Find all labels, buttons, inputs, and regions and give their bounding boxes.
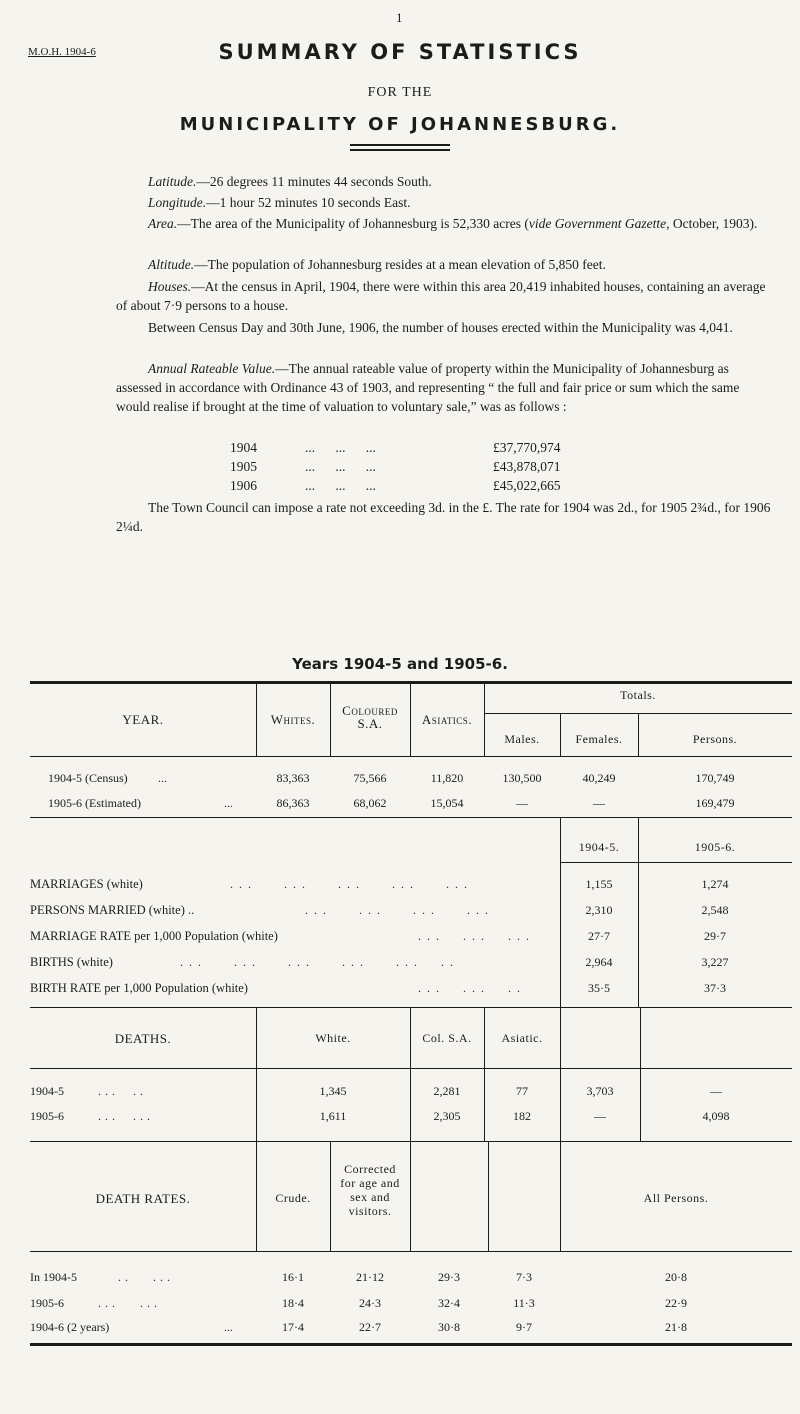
cell-total-1904-5: 3,703 <box>586 1084 614 1098</box>
row-label: 1904-6 (2 years) <box>30 1320 110 1334</box>
row-label: 1905-6 <box>30 1109 64 1123</box>
valuation-dots: ... ... ... <box>305 440 376 455</box>
row-leader: ... <box>224 796 233 810</box>
cell-col3: 30·8 <box>438 1320 460 1334</box>
altitude-label: Altitude. <box>148 257 195 272</box>
header-totals: Totals. <box>620 688 656 702</box>
table-col-line <box>330 1141 331 1251</box>
cell-corrected: 22·7 <box>359 1320 381 1334</box>
area-vide: vide Government Gazette, <box>528 216 670 231</box>
cell-total-1905-6: 4,098 <box>702 1109 730 1123</box>
row-leader: ... ... .. <box>418 981 526 995</box>
between-paragraph: Between Census Day and 30th June, 1906, the number of houses erected within the Municipality was 4,041. <box>148 320 733 335</box>
cell-whites: 86,363 <box>276 796 310 810</box>
row-label: In 1904-5 <box>30 1270 77 1284</box>
header-asiatic: Asiatic. <box>501 1031 543 1045</box>
header-death-rates: DEATH RATES. <box>95 1191 191 1206</box>
cell-1905-6: 29·7 <box>704 929 726 943</box>
cell-1905-6: 1,274 <box>701 877 729 891</box>
table-rule <box>30 756 792 757</box>
cell-col3: 32·4 <box>438 1296 460 1310</box>
cell-1905-6: 37·3 <box>704 981 726 995</box>
row-leader: ... .. <box>98 1084 147 1098</box>
cell-coloured: 75,566 <box>353 771 387 785</box>
row-label: BIRTHS (white) <box>30 955 113 969</box>
header-all-persons: All Persons. <box>643 1191 709 1205</box>
row-leader: ... <box>224 1320 233 1334</box>
header-year: YEAR. <box>122 712 164 727</box>
page-number: 1 <box>396 10 403 25</box>
cell-col4: 7·3 <box>516 1270 532 1284</box>
cell-persons: 169,479 <box>695 796 735 810</box>
header-deaths: DEATHS. <box>114 1031 172 1046</box>
table-rule <box>30 817 792 818</box>
cell-col3: 29·3 <box>438 1270 460 1284</box>
cell-males: 130,500 <box>502 771 542 785</box>
valuation-year: 1904 <box>230 440 257 455</box>
row-label: 1905-6 <box>30 1296 64 1310</box>
cell-asiatics: 11,820 <box>430 771 464 785</box>
row-label: MARRIAGE RATE per 1,000 Population (white) <box>30 929 278 943</box>
longitude-label: Longitude. <box>148 195 207 210</box>
cell-males: — <box>516 796 528 810</box>
valuation-value: £45,022,665 <box>493 478 561 493</box>
table-rule <box>560 862 792 863</box>
cell-1905-6: 3,227 <box>701 955 729 969</box>
header-females: Females. <box>575 732 623 746</box>
row-label: PERSONS MARRIED (white) .. <box>30 903 195 917</box>
table-rule <box>30 1141 792 1142</box>
cell-all-persons: 21·8 <box>665 1320 687 1334</box>
cell-all-persons: 22·9 <box>665 1296 687 1310</box>
row-label: 1905-6 (Estimated) <box>48 796 141 810</box>
table-col-line <box>488 1141 489 1251</box>
header-col-sa: Col. S.A. <box>422 1031 472 1045</box>
table-bottom-rule <box>30 1343 792 1346</box>
area-paragraph <box>116 214 771 233</box>
cell-col-sa: 2,305 <box>433 1109 461 1123</box>
valuation-dots: ... ... ... <box>305 459 376 474</box>
valuation-year: 1905 <box>230 459 257 474</box>
row-leader: ... ... ... ... <box>305 903 494 917</box>
header-1905-6: 1905-6. <box>694 840 736 854</box>
valuation-value: £43,878,071 <box>493 459 561 474</box>
table-rule <box>30 1007 792 1008</box>
latitude-label: Latitude. <box>148 174 197 189</box>
cell-asiatic: 182 <box>513 1109 531 1123</box>
rateable-paragraph <box>116 359 771 416</box>
cell-1904-5: 2,964 <box>585 955 613 969</box>
row-leader: ... <box>158 771 167 785</box>
totals-rule <box>484 713 792 714</box>
longitude-text: —1 hour 52 minutes 10 seconds East. <box>206 195 411 210</box>
header-persons: Persons. <box>692 732 738 746</box>
row-label: BIRTH RATE per 1,000 Population (white) <box>30 981 248 995</box>
houses-paragraph <box>116 277 771 315</box>
cell-whites: 83,363 <box>276 771 310 785</box>
title-for-the: FOR THE <box>367 85 433 100</box>
houses-label: Houses. <box>148 279 192 294</box>
header-1904-5: 1904-5. <box>578 840 620 854</box>
row-leader: ... ... <box>98 1296 161 1310</box>
cell-corrected: 21·12 <box>356 1270 384 1284</box>
header-males: Males. <box>504 732 540 746</box>
cell-1904-5: 2,310 <box>585 903 613 917</box>
valuation-dots: ... ... ... <box>305 478 376 493</box>
cell-females: — <box>593 796 605 810</box>
valuation-year: 1906 <box>230 478 257 493</box>
header-whites: Whites. <box>270 712 316 727</box>
row-leader: ... ... ... <box>418 929 535 943</box>
header-white: White. <box>315 1031 351 1045</box>
title-municipality: MUNICIPALITY OF JOHANNESBURG. <box>179 114 621 135</box>
area-end: October, 1903). <box>669 216 758 231</box>
row-leader: ... ... ... ... ... <box>230 877 473 891</box>
cell-col4: 11·3 <box>513 1296 535 1310</box>
cell-1904-5: 1,155 <box>585 877 613 891</box>
cell-col-sa: 2,281 <box>433 1084 461 1098</box>
row-label: MARRIAGES (white) <box>30 877 143 891</box>
header-crude: Crude. <box>275 1191 311 1205</box>
title-rule-top <box>350 144 450 146</box>
cell-white: 1,611 <box>319 1109 347 1123</box>
cell-white: 1,345 <box>319 1084 347 1098</box>
cell-asiatic: 77 <box>516 1084 528 1098</box>
latitude-paragraph <box>116 172 771 191</box>
cell-all-persons: 20·8 <box>665 1270 687 1284</box>
cell-corrected: 24·3 <box>359 1296 381 1310</box>
altitude-paragraph <box>116 255 771 274</box>
cell-col4: 9·7 <box>516 1320 532 1334</box>
table-col-line <box>410 1141 411 1251</box>
table-rule <box>30 1068 792 1069</box>
cell-total-1905-6: — <box>710 1084 722 1098</box>
row-label: 1904-5 (Census) <box>48 771 128 785</box>
area-text: —The area of the Municipality of Johannesburg is 52,330 acres ( <box>177 216 529 231</box>
houses-text: —At the census in April, 1904, there were within this area 20,419 inhabited houses, containing an average of about 7·9 persons to a house. <box>116 279 766 313</box>
valuation-value: £37,770,974 <box>493 440 561 455</box>
cell-total-1904-5: — <box>594 1109 606 1123</box>
table-col-line <box>330 684 331 756</box>
years-heading: Years 1904-5 and 1905-6. <box>292 655 508 673</box>
cell-crude: 18·4 <box>282 1296 304 1310</box>
latitude-text: —26 degrees 11 minutes 44 seconds South. <box>196 174 432 189</box>
altitude-text: —The population of Johannesburg resides at a mean elevation of 5,850 feet. <box>194 257 606 272</box>
header-coloured: Coloured S.A. <box>342 703 398 731</box>
cell-crude: 16·1 <box>282 1270 304 1284</box>
longitude-paragraph <box>116 193 771 212</box>
table-rule <box>30 1251 792 1252</box>
header-asiatics: Asiatics. <box>421 712 473 727</box>
cell-persons: 170,749 <box>695 771 735 785</box>
report-reference: M.O.H. 1904-6 <box>28 46 96 58</box>
cell-crude: 17·4 <box>282 1320 304 1334</box>
cell-1904-5: 27·7 <box>588 929 610 943</box>
page-title: SUMMARY OF STATISTICS <box>218 40 582 64</box>
row-leader: .. ... <box>118 1270 174 1284</box>
rate-paragraph: The Town Council can impose a rate not exceeding 3d. in the £. The rate for 1904 was 2d., for 1905 2¾d., for 1906 2¼d. <box>116 500 771 534</box>
row-leader: ... ... <box>98 1109 154 1123</box>
rateable-label: Annual Rateable Value. <box>148 361 276 376</box>
title-rule-bottom <box>350 149 450 151</box>
cell-1905-6: 2,548 <box>701 903 729 917</box>
row-label: 1904-5 <box>30 1084 64 1098</box>
area-label: Area. <box>148 216 178 231</box>
cell-coloured: 68,062 <box>353 796 387 810</box>
rateable-text: —The annual rateable value of property within the Municipality of Johannesburg as assessed in accordance with Ordinance 43 of 1903, and representing “ the full and fair price or sum which the same would realise if brought at the time of valuation to voluntary sale,” was as follows : <box>116 361 740 414</box>
row-leader: ... ... ... ... ... .. <box>180 955 459 969</box>
header-corrected: Corrected for age and sex and visitors. <box>340 1162 400 1218</box>
cell-1904-5: 35·5 <box>588 981 610 995</box>
cell-asiatics: 15,054 <box>430 796 464 810</box>
table-rule <box>30 681 792 684</box>
cell-females: 40,249 <box>582 771 616 785</box>
